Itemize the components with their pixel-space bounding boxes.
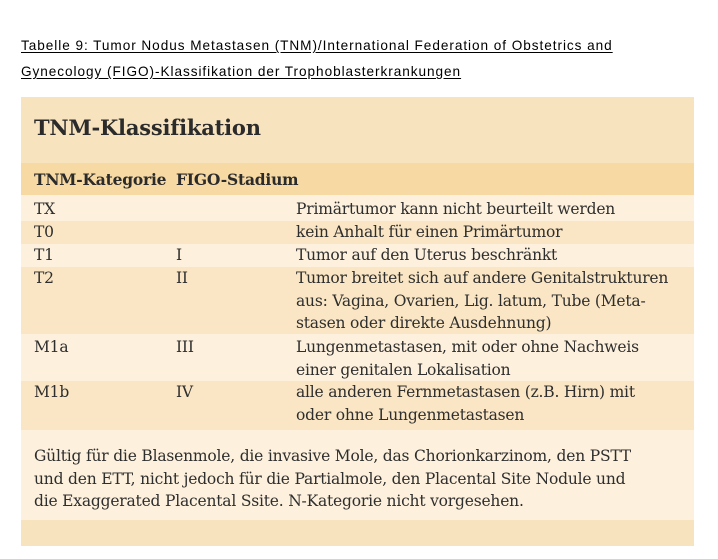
footnote-text [34,445,631,513]
table-row [21,267,694,334]
cell-figo: IV [176,383,193,401]
cell-tnm: T2 [34,269,54,287]
cell-description [296,244,557,267]
table-title-band [21,97,694,163]
description-line: Primärtumor kann nicht beurteilt werden [296,200,616,218]
header-tnm-kategorie: TNM-Kategorie [34,170,167,189]
cell-figo: II [176,269,188,287]
caption-line-1: Tabelle 9: Tumor Nodus Metastasen (TNM)/International Federation of Obstetrics and [21,38,613,53]
table-row [21,221,694,244]
cell-description [296,221,562,244]
description-line: Tumor auf den Uterus beschränkt [296,246,558,264]
description-line: alle anderen Fernmetastasen (z.B. Hirn) mit [296,383,635,401]
description-line: stasen oder direkte Ausdehnung) [296,314,552,332]
description-line: kein Anhalt für einen Primärtumor [296,223,563,241]
footnote-line: die Exaggerated Placental Ssite. N-Kategorie nicht vorgesehen. [34,492,524,510]
table-row [21,381,694,430]
table-row [21,244,694,267]
cell-tnm: M1a [34,338,69,356]
cell-description [296,336,639,381]
cell-tnm: T0 [34,223,54,241]
footnote-line: Gültig für die Blasenmole, die invasive Mole, das Chorionkarzinom, den PSTT [34,447,631,465]
cell-description [296,381,635,426]
table-footnote [21,430,694,520]
cell-figo: III [176,338,194,356]
cell-tnm: T1 [34,246,54,264]
cell-tnm: TX [34,200,55,218]
cell-description [296,198,615,221]
table-caption [21,33,718,85]
tnm-classification-table [21,97,694,546]
table-row [21,198,694,221]
description-line: Tumor breitet sich auf andere Genitalstrukturen [296,269,669,287]
footnote-line: und den ETT, nicht jedoch für die Partialmole, den Placental Site Nodule und [34,469,626,488]
table-header-row [21,163,694,195]
cell-tnm: M1b [34,383,70,401]
description-line: Lungenmetastasen, mit oder ohne Nachweis [296,338,639,356]
caption-line-2: Gynecology (FIGO)-Klassifikation der Trophoblasterkrankungen [21,64,462,79]
description-line: einer genitalen Lokalisation [296,360,511,379]
description-line: aus: Vagina, Ovarien, Lig. latum, Tube (Meta- [296,291,646,310]
header-figo-stadium: FIGO-Stadium [176,170,299,189]
table-row [21,336,694,381]
table-title: TNM-Klassifikation [34,115,261,140]
table-bottom-band [21,520,694,546]
cell-figo: I [176,246,182,264]
cell-description [296,267,668,335]
description-line: oder ohne Lungenmetastasen [296,405,525,424]
